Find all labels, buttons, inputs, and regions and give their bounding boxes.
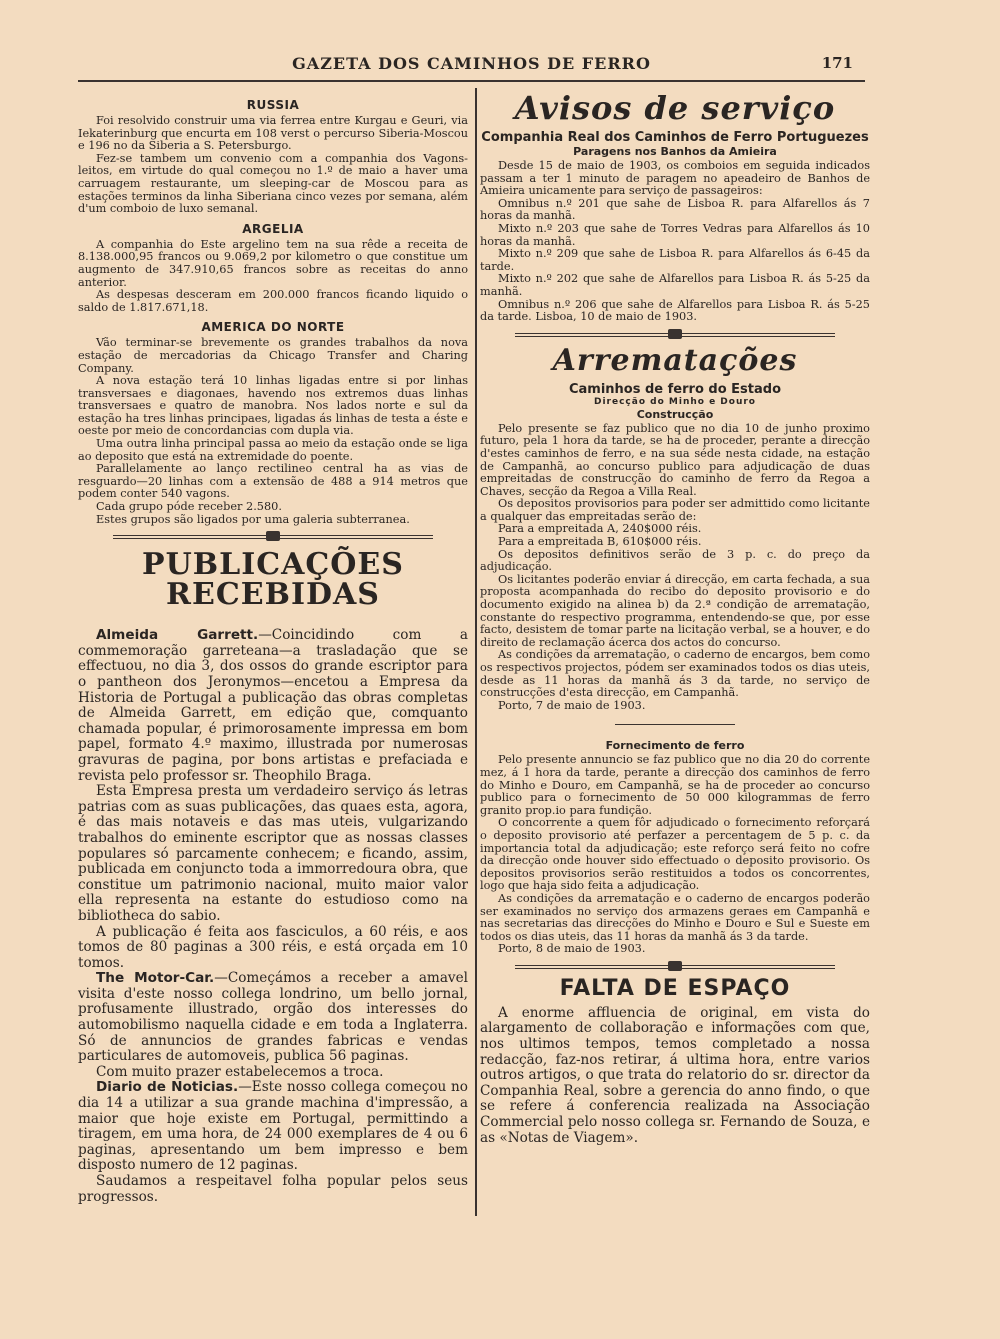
paragraph: Parallelamente ao lanço rectilineo central ha as vias de resguardo—20 linhas com a extensão de 488 a 914 metros que podem conter 540 vagons. <box>78 462 468 501</box>
paragraph: Vão terminar-se brevemente os grandes trabalhos da nova estação de mercadorias da Chicago Transfer and Charing Company. <box>78 336 468 375</box>
paragraph: A enorme affluencia de original, em vista do alargamento de collaboração e informações com que, nos ultimos tempos, temos completado a nossa redacção, faz-nos retirar, á ultima hora, entre varios outros artigos, o que trata do relatorio do sr. director da Companhia Real, sobre a gerencia do anno findo, o que se refere á conferencia realizada na Associação Commercial pelo nosso collega sr. Fernando de Souza, e as «Notas de Viagem». <box>480 1004 870 1146</box>
company-name: Caminhos de ferro do Estado <box>568 381 782 397</box>
paragraph: As condições da arrematação, o caderno de encargos, bem como os respectivos projectos, pódem ser examinados todos os dias uteis, desde as 11 horas da manhã ás 3 da tarde, no serviço de construcções d'esta direcção, em Campanhã. <box>480 648 871 700</box>
paragraph: Omnibus n.º 201 que sahe de Lisboa R. para Alfarellos ás 7 horas da manhã. <box>480 196 870 223</box>
paragraph: Os licitantes poderão enviar á direcção, em carta fechada, a sua proposta acompanhada do recibo do deposito provisorio e do documento exigido na alinea b) da 2.ª condição de arrematação, constante do respectivo programma, entendendo-se que, por esse facto, desistem de tomar parte na licitação verbal, se a houver, e do direito de reclamação ácerca dos actos do concurso. <box>480 572 870 649</box>
paragraph: Cada grupo póde receber 2.580. <box>96 500 282 514</box>
section-title-falta-de-espaco: FALTA DE ESPAÇO <box>559 975 791 1001</box>
section-heading: ARGELIA <box>242 221 304 236</box>
section-title-avisos: Avisos de serviço <box>514 89 836 127</box>
paragraph: Pelo presente se faz publico que no dia 10 de junho proximo futuro, pela 1 hora da tarde, se ha de proceder, perante a direcção d'estes caminhos de ferro, e na sua séde nesta cidade, na estação de Campanhã, ao concurso publico para adjudicação de duas empreitadas de construcção do caminho de ferro da Regoa a Chaves, secção da Regoa a Villa Real. <box>480 421 870 498</box>
section-title-publicacoes: PUBLICAÇÕES RECEBIDAS <box>142 547 404 613</box>
section-russia <box>78 98 468 216</box>
paragraph-lead: The Motor-Car. <box>96 970 215 987</box>
paragraph: Com muito prazer estabelecemos a troca. <box>96 1063 384 1080</box>
right-column <box>480 89 871 1146</box>
section-avisos <box>480 160 870 324</box>
section-arrematacoes <box>480 423 870 713</box>
locomotive-ornament-icon <box>668 961 682 971</box>
section-title-fornecimento: Fornecimento de ferro <box>605 739 745 753</box>
sub-heading: Paragens nos Banhos da Amieira <box>573 145 777 158</box>
paragraph: A companhia do Este argelino tem na sua rêde a receita de 8.138.000,95 francos ou 9.069,2 por kilometro o que constitue um augmento de 347.910,65 francos sobre as receitas do anno anterior. <box>78 237 468 289</box>
page-number: 171 <box>821 54 853 72</box>
short-rule <box>615 724 735 725</box>
paragraph: Esta Empresa presta um verdadeiro serviço ás letras patrias com as suas publicações, das quaes esta, agora, é das mais notaveis e das mas uteis, vulgarizando trabalhos do eminente escriptor que as nossas classes populares só parcamente conhecem; e ficando, assim, publicada em conjuncto toda a immorredoura obra, que constitue um patrimonio nacional, muito maior valor ella representa na estante do estudioso como na bibliotheca do sabio. <box>78 783 468 924</box>
ornamental-divider <box>515 330 835 340</box>
company-name: Companhia Real dos Caminhos de Ferro Portuguezes <box>481 130 869 145</box>
paragraph: A nova estação terá 10 linhas ligadas entre si por linhas transversaes e diagonaes, havendo nos extremos duas linhas transversaes e quatro de manobra. Nos lados norte e sul da estação ha tres linhas principaes, ligadas ás linhas de testa a éste e oeste por meio de concordancias com dupla via. <box>78 374 468 438</box>
paragraph: As despesas desceram em 200.000 francos ficando liquido o saldo de 1.817.671,18. <box>78 288 468 314</box>
paragraph: As condições da arrematação e o caderno de encargos poderão ser examinados no serviço dos armazens geraes em Campanhã e nas secretarias das direcções do Minho e Douro e Sul e Sueste em todos os dias uteis, das 11 horas da manhã ás 3 da tarde. <box>480 891 870 943</box>
section-publicacoes <box>78 628 468 1205</box>
section-title-arrematacoes: Arrematações <box>552 342 798 378</box>
sub-heading: Construcção <box>636 407 714 421</box>
section-fornecimento <box>480 754 870 956</box>
paragraph: Mixto n.º 209 que sahe de Lisboa R. para Alfarellos ás 6-45 da tarde. <box>480 247 870 273</box>
paragraph: Os depositos provisorios para poder ser admittido como licitante a qualquer das empreitadas serão de: <box>480 497 870 523</box>
ornamental-divider <box>113 532 433 542</box>
paragraph: Os depositos definitivos serão de 3 p. c. do preço da adjudicação. <box>480 547 870 574</box>
paragraph: Saudamos a respeitavel folha popular pelos seus progressos. <box>78 1173 468 1205</box>
running-header <box>78 52 865 82</box>
paragraph: The Motor-Car.—Começámos a receber a amavel visita d'este nosso collega londrino, um bello jornal, profusamente illustrado, orgão dos interesses do automobilismo naquella cidade e em toda a Inglaterra. Só de annuncios de grandes fabricas e vendas particulares de automoveis, publica 56 paginas. <box>78 970 469 1065</box>
paragraph-lead: Diario de Noticias. <box>96 1079 239 1096</box>
paragraph-lead: Almeida Garrett. <box>96 627 259 644</box>
column-rule <box>475 88 477 1216</box>
section-heading: AMERICA DO NORTE <box>201 320 345 335</box>
paragraph: Foi resolvido construir uma via ferrea entre Kurgau e Geuri, via Iekaterinburg que encurta em 108 verst o percurso Siberia-Moscou e 196 no da Siberia a S. Petersburgo. <box>78 114 468 153</box>
section-america-do-norte <box>78 320 468 526</box>
paragraph: Para a empreitada A, 240$000 réis. <box>498 522 702 536</box>
paragraph: Desde 15 de maio de 1903, os comboios em seguida indicados passam a ter 1 minuto de paragem no apeadeiro de Banhos de Amieira unicamente para serviço de passageiros: <box>480 159 870 198</box>
paragraph: Mixto n.º 203 que sahe de Torres Vedras para Alfarellos ás 10 horas da manhã. <box>480 221 870 248</box>
publication-title: GAZETA DOS CAMINHOS DE FERRO <box>292 54 651 73</box>
section-argelia <box>78 222 468 315</box>
paragraph: A publicação é feita aos fasciculos, a 60 réis, e aos tomos de 80 paginas a 300 réis, e está orçada em 10 tomos. <box>78 923 468 971</box>
paragraph: Mixto n.º 202 que sahe de Alfarellos para Lisboa R. ás 5-25 da manhã. <box>480 272 870 298</box>
section-heading: RUSSIA <box>246 98 300 112</box>
direction-name: Direcção do Minho e Douro <box>593 396 756 407</box>
left-column <box>78 92 468 1205</box>
section-falta-de-espaco <box>480 1006 870 1146</box>
ornamental-divider <box>515 962 835 972</box>
paragraph: Diario de Noticias.—Este nosso collega começou no dia 14 a utilizar a sua grande machina d'impressão, a maior que hoje existe em Portugal, permittindo a tiragem, em uma hora, de 24 000 exemplares de 4 ou 6 paginas, apresentando um bem impresso e bem disposto numero de 12 paginas. <box>78 1079 468 1174</box>
paragraph: Omnibus n.º 206 que sahe de Alfarellos para Lisboa R. ás 5-25 da tarde. Lisboa, 10 de maio de 1903. <box>480 297 870 324</box>
paragraph: O concorrente a quem fôr adjudicado o fornecimento reforçará o deposito provisorio até perfazer a percentagem de 5 p. c. da importancia total da adjudicação; este reforço será feito no cofre da direcção onde houver sido effectuado o deposito provisorio. Os depositos provisorios serão restituidos a todos os concorrentes, logo que haja sido feita a adjudicação. <box>480 816 870 893</box>
paragraph: Pelo presente annuncio se faz publico que no dia 20 do corrente mez, á 1 hora da tarde, perante a direcção dos caminhos de ferro do Minho e Douro, em Campanhã, se ha de proceder ao concurso publico para o fornecimento de 50 000 kilogrammas de ferro granito prop.io para fundição. <box>480 753 870 817</box>
locomotive-ornament-icon <box>266 531 280 541</box>
paragraph: Almeida Garrett.—Coincidindo com a commemoração garreteana—a trasladação que se effectuou, no dia 3, dos ossos do grande escriptor para o pantheon dos Jeronymos—encetou a Empresa da Historia de Portugal a publicação das obras completas de Almeida Garrett, em edição que, comquanto chamada popular, é primorosamente impressa em bom papel, formato 4.º maximo, illustrada por numerosas gravuras de pagina, por bons artistas e prefaciada e revista pelo professor sr. Theophilo Braga. <box>78 627 468 784</box>
paragraph: Estes grupos são ligados por uma galeria subterranea. <box>96 512 410 526</box>
paragraph: Porto, 8 de maio de 1903. <box>498 942 646 956</box>
locomotive-ornament-icon <box>668 329 682 339</box>
paragraph: Porto, 7 de maio de 1903. <box>498 698 646 712</box>
paragraph: Uma outra linha principal passa ao meio da estação onde se liga ao deposito que está na extremidade do poente. <box>78 437 468 463</box>
paragraph: Para a empreitada B, 610$000 réis. <box>498 535 702 549</box>
paragraph: Fez-se tambem um convenio com a companhia dos Vagons-leitos, em virtude do qual começou no 1.º de maio a haver uma carruagem restaurante, um sleeping-car de Moscou para as estações terminos da linha Siberiana cinco vezes por semana, além d'um comboio de luxo semanal. <box>78 151 468 216</box>
